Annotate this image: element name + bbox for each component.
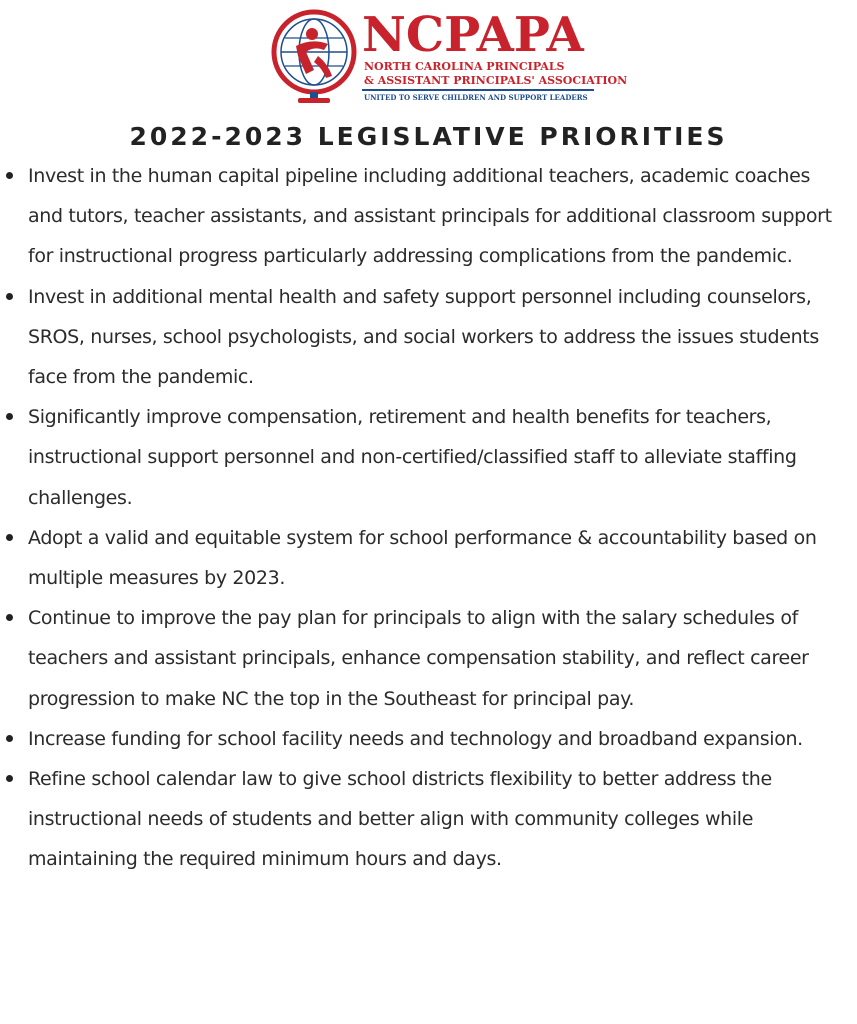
- bullet-icon: [6, 293, 13, 300]
- logo-divider: [362, 89, 594, 91]
- bullet-icon: [6, 614, 13, 621]
- list-item: [0, 518, 857, 598]
- logo-wordmark: NCPAPA: [362, 7, 584, 63]
- list-item: [0, 397, 857, 518]
- logo-tagline: UNITED TO SERVE CHILDREN AND SUPPORT LEADERS: [364, 93, 588, 102]
- list-item-text: Adopt a valid and equitable system for school performance & accountability based on multiple measures by 2023.: [28, 526, 817, 590]
- ncpapa-logo: [266, 7, 628, 106]
- list-item-text: Refine school calendar law to give school districts flexibility to better address the instructional needs of students and better align with community colleges while maintaining the required minimum hours and days.: [28, 768, 772, 871]
- list-item: [0, 598, 857, 719]
- bullet-icon: [6, 735, 13, 742]
- bullet-icon: [6, 413, 13, 420]
- list-item: [0, 277, 857, 398]
- list-item: [0, 156, 857, 277]
- logo-subtitle-line1: NORTH CAROLINA PRINCIPALS: [364, 60, 565, 73]
- list-item-text: Significantly improve compensation, retirement and health benefits for teachers, instructional support personnel and non-certified/classified staff to alleviate staffing challenges.: [28, 406, 797, 509]
- list-item: [0, 759, 857, 880]
- priorities-list: [0, 156, 857, 880]
- logo-subtitle-line2: & ASSISTANT PRINCIPALS' ASSOCIATION: [364, 74, 628, 87]
- globe-emblem-icon: [266, 8, 362, 106]
- list-item: [0, 719, 857, 759]
- bullet-icon: [6, 172, 13, 179]
- bullet-icon: [6, 534, 13, 541]
- list-item-text: Increase funding for school facility needs and technology and broadband expansion.: [28, 727, 803, 750]
- bullet-icon: [6, 775, 13, 782]
- page-title: 2022-2023 LEGISLATIVE PRIORITIES: [129, 122, 728, 151]
- list-item-text: Continue to improve the pay plan for principals to align with the salary schedules of teachers and assistant principals, enhance compensation stability, and reflect career progression to make NC the top in the Southeast for principal pay.: [28, 607, 809, 710]
- list-item-text: Invest in additional mental health and safety support personnel including counselors, SROS, nurses, school psychologists, and social workers to address the issues students face from the pandemic.: [28, 285, 819, 389]
- list-item-text: Invest in the human capital pipeline including additional teachers, academic coaches and tutors, teacher assistants, and assistant principals for additional classroom support for instructional progress particularly addressing complications from the pandemic.: [28, 165, 832, 268]
